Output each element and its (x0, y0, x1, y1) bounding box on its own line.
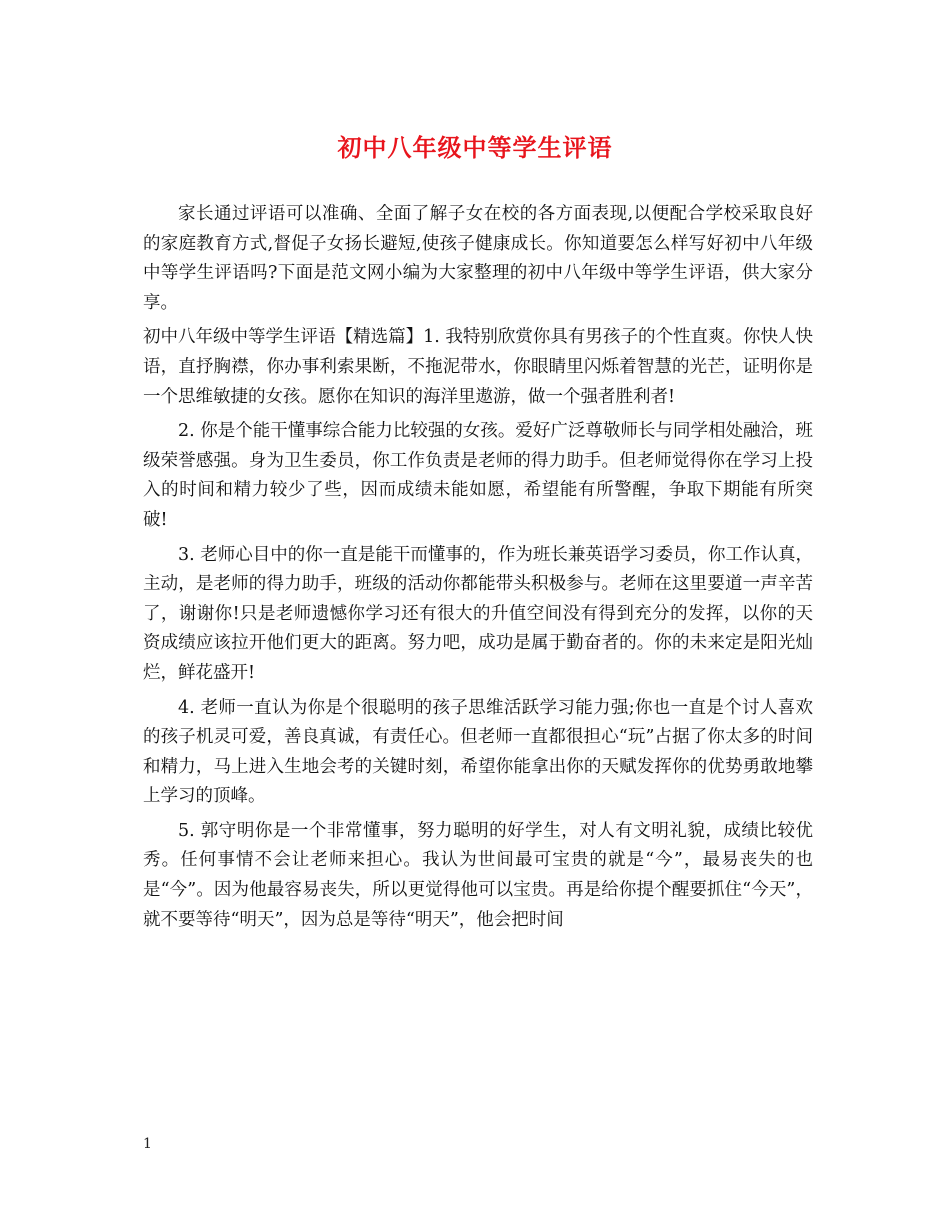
section-heading: 初中八年级中等学生评语【精选篇】 (143, 327, 424, 348)
comment-2-paragraph: 2. 你是个能干懂事综合能力比较强的女孩。爱好广泛尊敬师长与同学相处融洽，班级荣誉感强。身为卫生委员，你工作负责是老师的得力助手。但老师觉得你在学习上投入的时间和精力较少了些，因而成绩未能如愿，希望能有所警醒，争取下期能有所突破! (143, 421, 813, 530)
document-title: 初中八年级中等学生评语 (337, 133, 613, 162)
comment-1-text: 1. 我特别欣赏你具有男孩子的个性直爽。你快人快语，直抒胸襟，你办事利索果断，不拖泥带水，你眼睛里闪烁着智慧的光芒，证明你是一个思维敏捷的女孩。愿你在知识的海洋里遨游，做一个强者胜利者! (143, 327, 814, 407)
page-number: 1 (143, 1136, 152, 1152)
comment-4-paragraph: 4. 老师一直认为你是个很聪明的孩子思维活跃学习能力强;你也一直是个讨人喜欢的孩子机灵可爱，善良真诚，有责任心。但老师一直都很担心“玩”占据了你太多的时间和精力，马上进入生地会考的关键时刻，希望你能拿出你的天赋发挥你的优势勇敢地攀上学习的顶峰。 (143, 697, 813, 807)
comment-5-paragraph: 5. 郭守明你是一个非常懂事，努力聪明的好学生，对人有文明礼貌，成绩比较优秀。任何事情不会让老师来担心。我认为世间最可宝贵的就是“今”，最易丧失的也是“今”。因为他最容易丧失，所以更觉得他可以宝贵。再是给你提个醒要抓住“今天”，就不要等待“明天”，因为总是等待“明天”，他会把时间 (143, 820, 813, 930)
comment-3-paragraph: 3. 老师心目中的你一直是能干而懂事的，作为班长兼英语学习委员，你工作认真，主动，是老师的得力助手，班级的活动你都能带头积极参与。老师在这里要道一声辛苦了，谢谢你!只是老师遗憾你学习还有很大的升值空间没有得到充分的发挥，以你的天资成绩应该拉开他们更大的距离。努力吧，成功是属于勤奋者的。你的未来定是阳光灿烂，鲜花盛开! (143, 544, 813, 683)
document-body (143, 200, 813, 940)
section-paragraph-1 (143, 323, 813, 412)
intro-paragraph: 家长通过评语可以准确、全面了解子女在校的各方面表现,以便配合学校采取良好的家庭教育方式,督促子女扬长避短,使孩子健康成长。你知道要怎么样写好初中八年级中等学生评语吗?下面是范文网小编为大家整理的初中八年级中等学生评语，供大家分享。 (143, 204, 813, 313)
